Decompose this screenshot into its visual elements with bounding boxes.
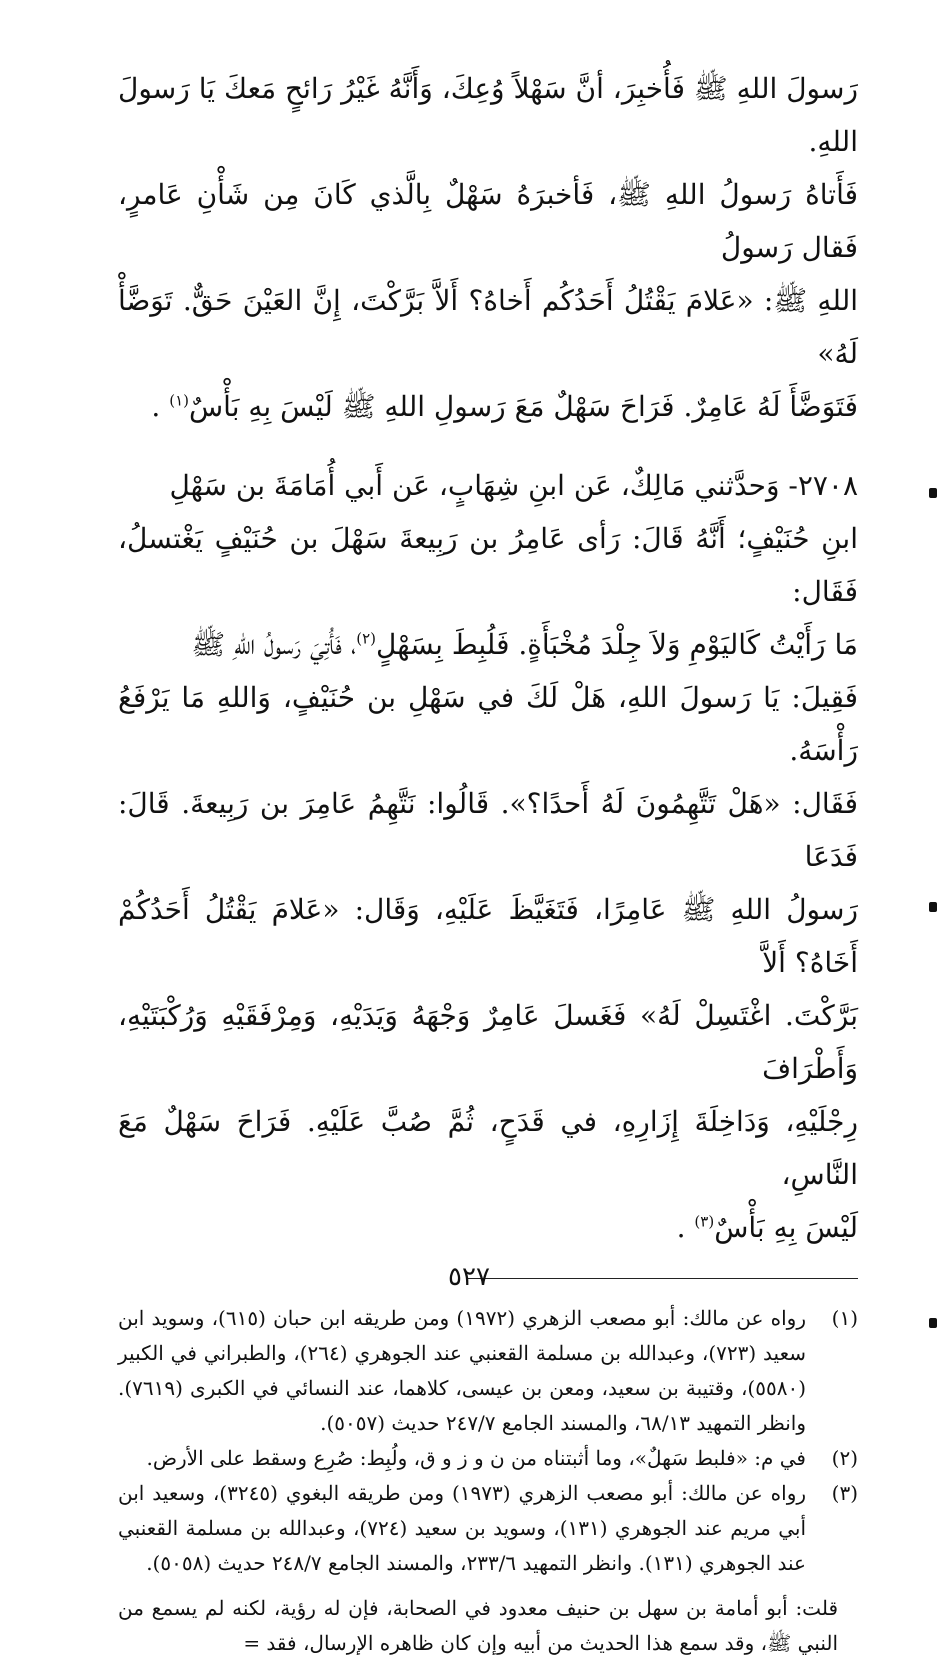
- text-line: فَقِيلَ: يَا رَسولَ اللهِ، هَلْ لَكَ في سَهْلِ بن حُنَيْفٍ، وَاللهِ مَا يَرْفَعُ رَأْسَهُ.: [118, 681, 858, 767]
- footnote: [118, 1441, 858, 1476]
- footnotes: [118, 1301, 858, 1581]
- text-line: ٢٧٠٨- وَحدَّثني مَالِكٌ، عَن ابنِ شِهَابٍ، عَن أَبي أُمَامَةَ بن سَهْلِ: [169, 469, 858, 502]
- editor-comment: قلت: أبو أمامة بن سهل بن حنيف معدود في الصحابة، فإن له رؤية، لكنه لم يسمع من النبي ﷺ، وقد سمع هذا الحديث من أبيه وإن كان ظاهره الإرسال، فقد =: [118, 1596, 838, 1655]
- text-line: ابنِ حُنَيْفٍ؛ أَنَّهُ قَالَ: رَأى عَامِرُ بن رَبِيعةَ سَهْلَ بن حُنَيْفٍ يَغْتسلُ، فَقَال:: [118, 522, 858, 608]
- text-line: اللهِ ﷺ: «عَلامَ يَقْتُلُ أَحَدُكُم أَخاهُ؟ أَلاَّ بَرَّكْتَ، إِنَّ العَيْنَ حَقٌّ. تَوَضَّأْ لَهُ»: [118, 284, 858, 370]
- text-line: [118, 618, 858, 671]
- text-line: فَتَوَضَّأَ لَهُ عَامِرٌ. فَرَاحَ سَهْلٌ مَعَ رَسولِ اللهِ ﷺ لَيْسَ بِهِ بَأْسٌ$^{(١)}$ .: [151, 390, 858, 423]
- footnote-number: (٣): [831, 1481, 858, 1505]
- footnote-text: رواه عن مالك: أبو مصعب الزهري (١٩٧٣) ومن طريقه البغوي (٣٢٤٥)، وسعيد ابن أبي مريم عند الجوهري (١٣١)، وسويد بن سعيد (٧٢٤)، وعبدالله بن مسلمة القعنبي عند الجوهري (١٣١). وانظر التمهيد ٢٣٣/٦، والمسند الجامع ٢٤٨/٧ حديث (٥٠٥٨).: [118, 1481, 807, 1575]
- footnote-number: (١): [831, 1306, 858, 1330]
- text-line: رَسولُ اللهِ ﷺ عَامِرًا، فَتَغَيَّظَ عَلَيْهِ، وَقَال: «عَلامَ يَقْتُلُ أَحَدُكُمْ أَخَاهُ؟ أَلاَّ: [118, 893, 858, 979]
- footnote-number: (٢): [831, 1446, 858, 1470]
- text-span: لَيْسَ بِهِ بَأْسٌ: [714, 1211, 858, 1244]
- footnote-ref[interactable]: (١): [169, 391, 189, 410]
- text-span: مَا رَأَيْتُ كَاليَوْمِ وَلاَ جِلْدَ مُخْبَأَةٍ. فَلُبِطَ بِسَهْلٍ: [375, 628, 858, 661]
- text-span: فَتَوَضَّأَ لَهُ عَامِرٌ. فَرَاحَ سَهْلٌ مَعَ رَسولِ اللهِ ﷺ لَيْسَ بِهِ بَأْسٌ: [189, 390, 858, 423]
- footnote-text: رواه عن مالك: أبو مصعب الزهري (١٩٧٢) ومن طريقه ابن حبان (٦١٥)، وسويد ابن سعيد (٧٢٣)، وعبدالله بن مسلمة القعنبي عند الجوهري (٢٦٤)، والطبراني في الكبير (٥٥٨٠)، وقتيبة بن سعيد، ومعن بن عيسى، كلاهما، عند النسائي في الكبرى (٧٦١٩). وانظر التمهيد ٦٨/١٣، والمسند الجامع ٢٤٧/٧ حديث (٥٠٥٧).: [118, 1306, 807, 1435]
- text-span: ، فَأُتِيَ رَسولُ اللهِ ﷺ: [191, 628, 357, 661]
- hadith-text: [118, 62, 858, 1254]
- footnote: [118, 1476, 858, 1581]
- text-line: رِجْلَيْهِ، وَدَاخِلَةَ إِزَارِهِ، في قَدَحٍ، ثُمَّ صُبَّ عَلَيْهِ. فَرَاحَ سَهْلٌ مَعَ النَّاسِ،: [118, 1105, 858, 1191]
- text-line: لَيْسَ بِهِ بَأْسٌ$^{(٣)}$ .: [676, 1211, 858, 1244]
- footnote: [118, 1301, 858, 1441]
- scan-mark: [929, 1318, 937, 1328]
- footnote-text: في م: «فلبط سَهلٌ»، وما أثبتناه من ن و ز و ق، ولُبِط: صُرِع وسقط على الأرض.: [146, 1446, 806, 1470]
- book-page: [118, 62, 858, 1661]
- text-line: بَرَّكْتَ. اغْتَسِلْ لَهُ» فَغَسلَ عَامِرٌ وَجْهَهُ وَيَدَيْهِ، وَمِرْفَقَيْهِ وَرُكْبَتَيْهِ، وَأَطْرَافَ: [118, 999, 858, 1085]
- page-number: ٥٢٧: [448, 1262, 490, 1292]
- text-line: فَأَتاهُ رَسولُ اللهِ ﷺ، فَأخبرَهُ سَهْلٌ بِالَّذي كَانَ مِن شَأْنِ عَامرٍ، فَقال رَسولُ: [118, 178, 858, 264]
- scan-mark: [929, 902, 937, 912]
- footnote-ref[interactable]: (٣): [694, 1212, 715, 1231]
- footnote-ref[interactable]: (٢): [356, 629, 376, 648]
- text-line: فَقَال: «هَلْ تَتَّهِمُونَ لَهُ أَحدًا؟». قَالُوا: نَتَّهِمُ عَامِرَ بن رَبِيعةَ. قَالَ: فَدَعَا: [118, 787, 858, 873]
- scan-mark: [929, 488, 937, 498]
- text-line: رَسولَ اللهِ ﷺ فَأُخبِرَ، أنَّ سَهْلاً وُعِكَ، وَأَنَّهُ غَيْرُ رَائحٍ مَعكَ يَا رَسولَ اللهِ.: [118, 72, 858, 158]
